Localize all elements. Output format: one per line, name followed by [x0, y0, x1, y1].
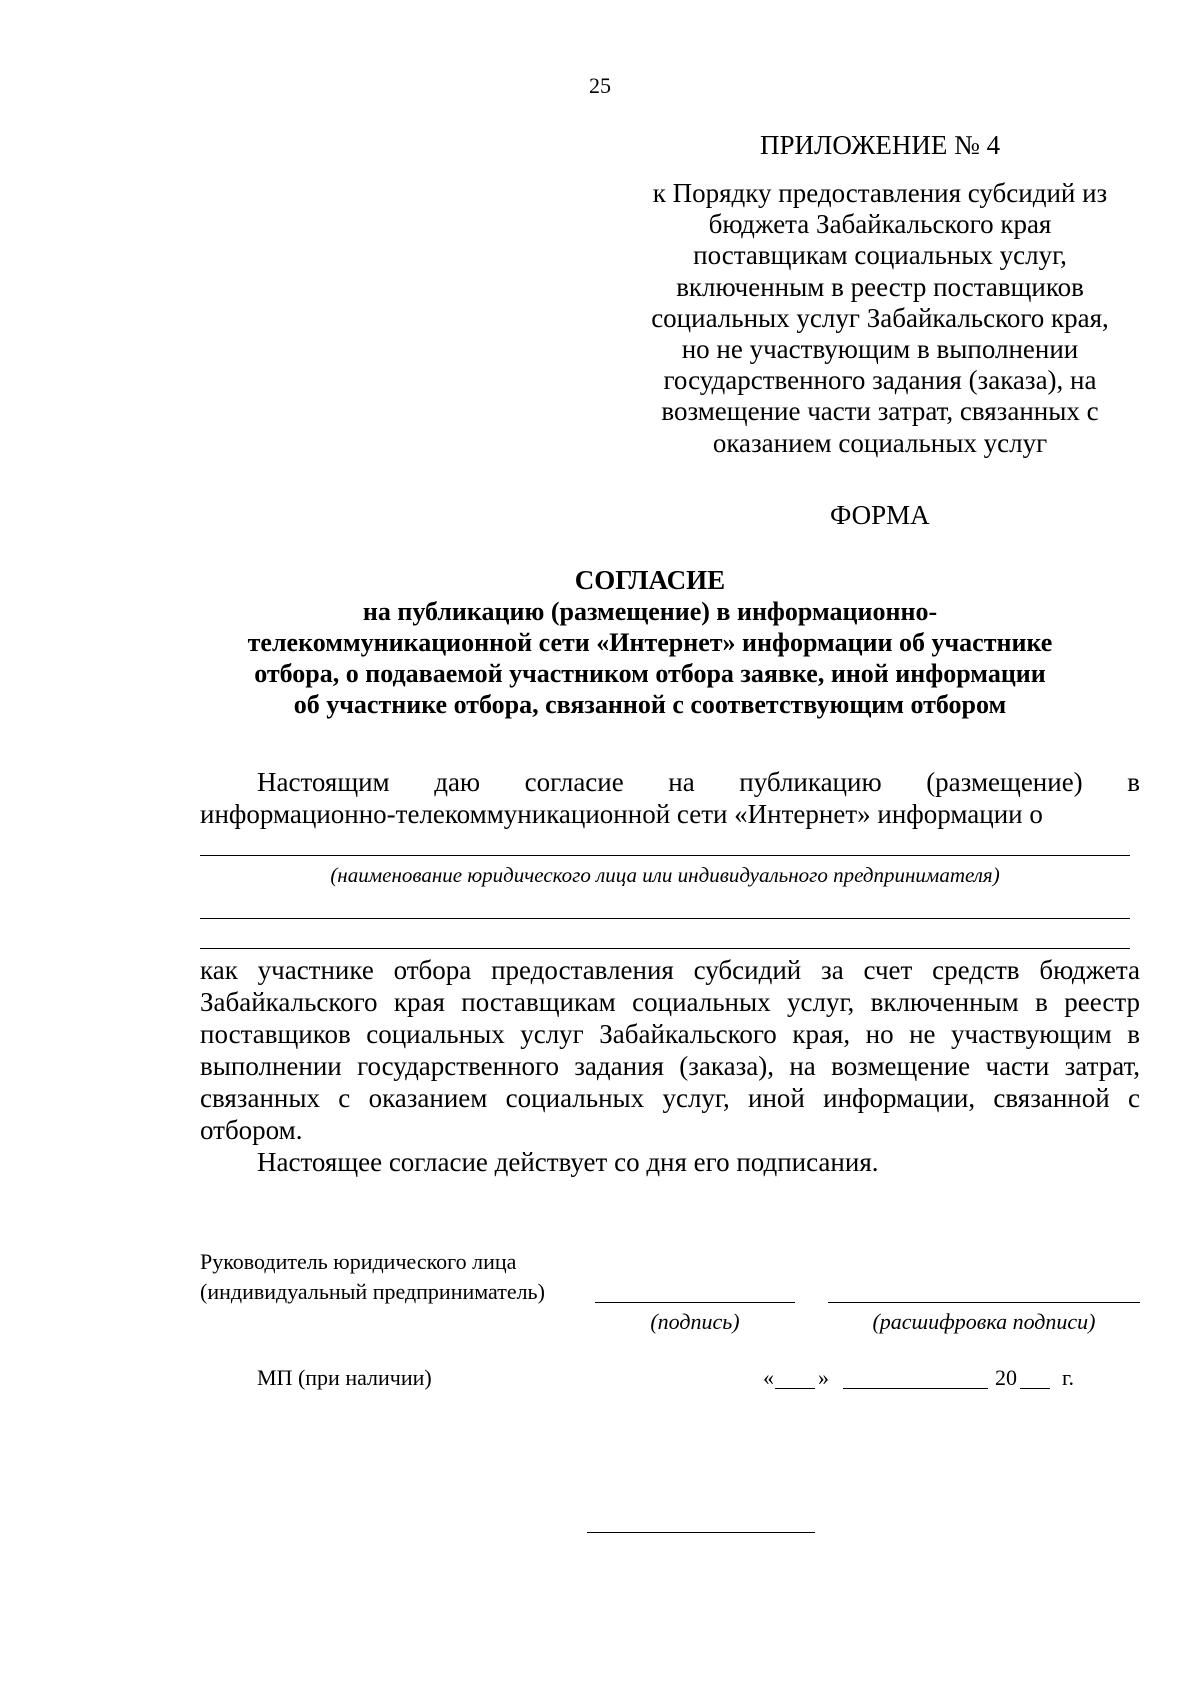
organization-name-field-continued[interactable]: [200, 918, 1130, 919]
signature-field[interactable]: [595, 1302, 795, 1303]
date-month-field[interactable]: [843, 1388, 988, 1389]
appendix-reference-line: бюджета Забайкальского края: [708, 209, 1052, 240]
consent-intro: [200, 766, 1140, 830]
page-number: 25: [589, 73, 611, 98]
document-heading: [180, 564, 1120, 720]
date-year-field[interactable]: [1020, 1388, 1050, 1389]
consent-intro-line: Настоящим даю согласие на публикацию (размещение) в: [257, 767, 1140, 797]
closing-divider: [587, 1532, 815, 1533]
consent-body-line: поставщиков социальных услуг Забайкальского края, но не участвующим в: [200, 1019, 1140, 1049]
consent-body-line: как участнике отбора предоставления субсидий за счет средств бюджета: [200, 955, 1140, 985]
date-open-quote: «: [763, 1365, 774, 1390]
signature-decode-field[interactable]: [828, 1302, 1140, 1303]
signature-decode-caption: (расшифровка подписи): [872, 1309, 1096, 1334]
document-subtitle-line: на публикацию (размещение) в информационно-: [362, 597, 938, 626]
appendix-reference-line: государственного задания (заказа), на: [663, 365, 1097, 396]
consent-intro-line: информационно-телекоммуникационной сети «Интернет» информации о: [200, 799, 1043, 829]
appendix-reference: [620, 178, 1140, 459]
appendix-reference-line: поставщикам социальных услуг,: [693, 240, 1067, 271]
date-close-quote: »: [818, 1365, 829, 1390]
appendix-reference-line: возмещение части затрат, связанных с: [661, 396, 1099, 427]
consent-body-line: отбором.: [200, 1115, 303, 1145]
consent-body-line: выполнении государственного задания (заказа), на возмещение части затрат,: [200, 1051, 1140, 1081]
signature-caption: (подпись): [650, 1309, 740, 1334]
appendix-title: ПРИЛОЖЕНИЕ № 4: [760, 130, 1001, 160]
form-label: ФОРМА: [830, 500, 930, 530]
date-year-suffix: г.: [1062, 1365, 1075, 1390]
seal-label: МП (при наличии): [257, 1365, 432, 1390]
date-day-field[interactable]: [775, 1388, 815, 1389]
appendix-reference-line: к Порядку предоставления субсидий из: [652, 178, 1108, 208]
head-label-line: Руководитель юридического лица: [200, 1249, 517, 1274]
appendix-reference-line: но не участвующим в выполнении: [681, 334, 1079, 365]
document-subtitle-line: об участнике отбора, связанной с соответствующим отбором: [293, 690, 1007, 719]
appendix-reference-line: включенным в реестр поставщиков: [676, 271, 1084, 302]
appendix-reference-line: оказанием социальных услуг: [712, 427, 1048, 458]
date-year-prefix: 20: [995, 1365, 1017, 1390]
document-subtitle-line: отбора, о подаваемой участником отбора заявке, иной информации: [254, 659, 1046, 688]
document-subtitle-line: телекоммуникационной сети «Интернет» информации об участнике: [247, 628, 1053, 657]
document-title: СОГЛАСИЕ: [574, 565, 726, 595]
organization-name-caption: (наименование юридического лица или индивидуального предпринимателя): [330, 863, 1000, 887]
consent-body-line: Забайкальского края поставщикам социальных услуг, включенным в реестр: [200, 987, 1140, 1017]
organization-name-field[interactable]: [200, 855, 1130, 856]
consent-validity: Настоящее согласие действует со дня его подписания.: [257, 1147, 879, 1177]
organization-name-field-continued[interactable]: [200, 948, 1130, 949]
consent-body-line: связанных с оказанием социальных услуг, иной информации, связанной с: [200, 1083, 1140, 1113]
head-label-line: (индивидуальный предприниматель): [200, 1279, 545, 1304]
appendix-reference-line: социальных услуг Забайкальского края,: [651, 302, 1109, 333]
consent-body: [200, 954, 1140, 1178]
